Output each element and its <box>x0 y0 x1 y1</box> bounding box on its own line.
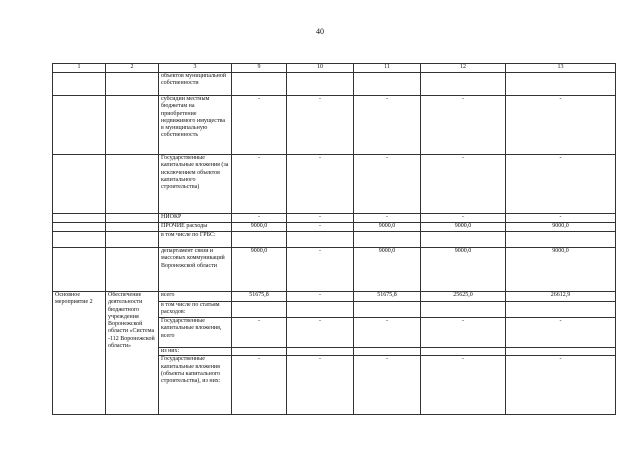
table-row <box>53 73 616 96</box>
table-row <box>53 232 616 248</box>
table-cell: 26612,9 <box>506 292 616 302</box>
table-cell: 9000,0 <box>232 248 287 292</box>
table-cell: Государственные капитальные вложения, всего <box>159 318 232 348</box>
table-cell: 51675,8 <box>354 292 421 302</box>
table-cell: - <box>354 318 421 348</box>
table-cell <box>232 348 287 356</box>
table-cell <box>354 302 421 318</box>
table-row <box>53 292 616 302</box>
table-cell <box>506 302 616 318</box>
table-cell: - <box>506 356 616 415</box>
table-cell: - <box>354 155 421 214</box>
table-cell <box>506 232 616 248</box>
table-cell: - <box>354 356 421 415</box>
table-cell: 9000,0 <box>421 248 506 292</box>
table-cell <box>287 348 354 356</box>
table-cell: - <box>421 214 506 223</box>
header-cell: 10 <box>287 64 354 73</box>
table-cell <box>287 302 354 318</box>
table-cell <box>232 73 287 96</box>
table-cell <box>354 73 421 96</box>
header-cell: 13 <box>506 64 616 73</box>
table-cell <box>106 248 159 292</box>
table-cell <box>421 232 506 248</box>
table-cell <box>506 348 616 356</box>
header-cell: 2 <box>106 64 159 73</box>
table-cell: - <box>287 223 354 232</box>
table-cell: - <box>506 96 616 155</box>
table-cell: 9000,0 <box>506 223 616 232</box>
table-cell: в том числе по ГРБС: <box>159 232 232 248</box>
table-row <box>53 96 616 155</box>
table-row <box>53 248 616 292</box>
table-cell: 9000,0 <box>421 223 506 232</box>
table-cell: - <box>354 214 421 223</box>
budget-table <box>52 63 616 415</box>
table-header-row <box>53 64 616 73</box>
table-cell <box>53 96 106 155</box>
header-cell: 12 <box>421 64 506 73</box>
table-cell <box>232 232 287 248</box>
table-cell: 9000,0 <box>354 248 421 292</box>
measure-description-cell: Обеспечение деятельности бюджетного учреждения Воронежской области «Система -112 Воронежской области» <box>106 292 159 415</box>
table-cell: в том числе по статьям расходов: <box>159 302 232 318</box>
table-cell: Государственные капитальные вложения (объекты капитального строительства), из них: <box>159 356 232 415</box>
table-cell: - <box>232 155 287 214</box>
table-cell <box>287 73 354 96</box>
table-cell: - <box>232 318 287 348</box>
table-cell <box>421 302 506 318</box>
header-cell: 3 <box>159 64 232 73</box>
table-cell <box>106 232 159 248</box>
table-cell: - <box>287 318 354 348</box>
table-cell: - <box>232 96 287 155</box>
table-cell <box>106 73 159 96</box>
table-cell: - <box>421 318 506 348</box>
table-cell: - <box>287 248 354 292</box>
table-cell <box>421 73 506 96</box>
table-cell <box>53 155 106 214</box>
table-cell: - <box>506 214 616 223</box>
table-cell: - <box>506 155 616 214</box>
table-cell: - <box>232 356 287 415</box>
table-cell <box>106 214 159 223</box>
table-cell: Государственные капитальные вложения (за исключением объектов капитального строительства) <box>159 155 232 214</box>
table-cell: НИОКР <box>159 214 232 223</box>
table-cell: - <box>421 96 506 155</box>
header-cell: 1 <box>53 64 106 73</box>
measure-name-cell: Основное мероприятие 2 <box>53 292 106 415</box>
table-cell <box>53 232 106 248</box>
table-cell: - <box>287 214 354 223</box>
table-cell <box>106 155 159 214</box>
table-cell <box>53 214 106 223</box>
table-cell: 9000,0 <box>506 248 616 292</box>
table-cell <box>287 232 354 248</box>
table-cell: 25625,0 <box>421 292 506 302</box>
table-cell <box>53 248 106 292</box>
table-cell <box>53 223 106 232</box>
table-row <box>53 155 616 214</box>
table-cell: 9000,0 <box>354 223 421 232</box>
header-cell: 9 <box>232 64 287 73</box>
table-cell: - <box>287 96 354 155</box>
table-cell <box>421 348 506 356</box>
table-row <box>53 214 616 223</box>
table-row <box>53 223 616 232</box>
table-cell: всего <box>159 292 232 302</box>
table-cell: - <box>354 96 421 155</box>
table-cell <box>106 96 159 155</box>
header-cell: 11 <box>354 64 421 73</box>
table-cell <box>232 302 287 318</box>
table-cell: - <box>232 214 287 223</box>
table-cell: - <box>287 155 354 214</box>
table-cell: субсидии местным бюджетам на приобретение недвижимого имущества в муниципальную собственность <box>159 96 232 155</box>
table-cell: 51675,8 <box>232 292 287 302</box>
table-cell <box>106 223 159 232</box>
table-cell: - <box>421 356 506 415</box>
table-cell: из них: <box>159 348 232 356</box>
table-cell: - <box>421 155 506 214</box>
table-cell <box>354 348 421 356</box>
table-cell: 9000,0 <box>232 223 287 232</box>
table-cell <box>506 73 616 96</box>
table-cell: - <box>506 318 616 348</box>
table-cell: ПРОЧИЕ расходы <box>159 223 232 232</box>
table-cell: - <box>287 356 354 415</box>
table-cell: департамент связи и массовых коммуникаций Воронежской области <box>159 248 232 292</box>
table-cell: - <box>287 292 354 302</box>
table-cell <box>354 232 421 248</box>
table-cell: объектов муниципальной собственности <box>159 73 232 96</box>
page-number: 40 <box>316 27 324 36</box>
table-cell <box>53 73 106 96</box>
